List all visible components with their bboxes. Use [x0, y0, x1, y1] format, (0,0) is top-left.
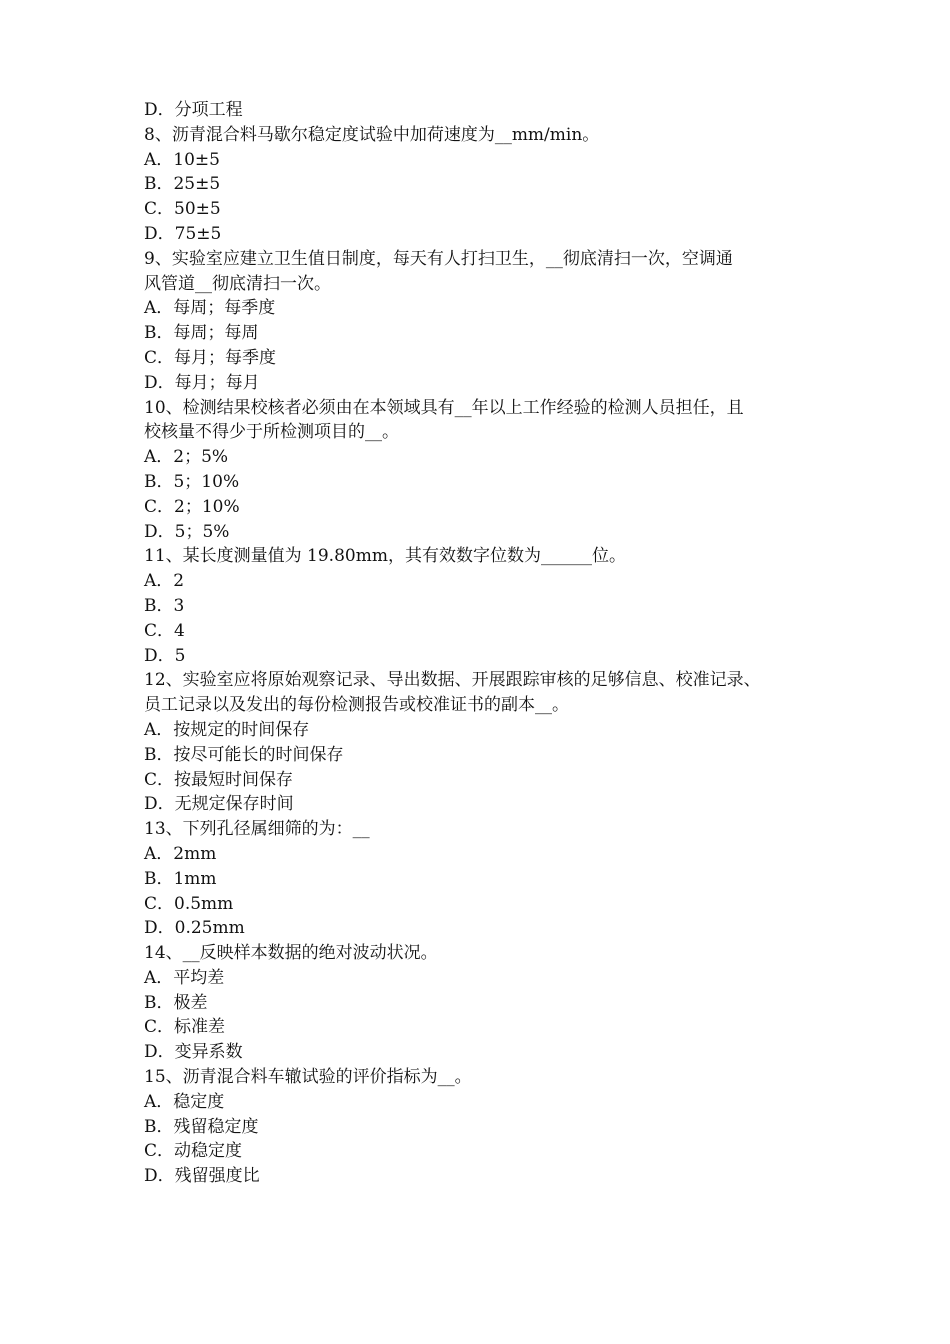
option-line: A．10±5: [144, 149, 220, 170]
option-line: C．4: [144, 620, 185, 641]
option-line: D．0.25mm: [144, 918, 245, 939]
option-line: C．2；10%: [144, 496, 240, 517]
question-line: 9、实验室应建立卫生值日制度，每天有人打扫卫生，__彻底清扫一次，空调通: [144, 248, 733, 269]
option-line: B．残留稳定度: [144, 1116, 259, 1137]
option-line: B．按尽可能长的时间保存: [144, 744, 344, 765]
question-line: 校核量不得少于所检测项目的__。: [144, 422, 399, 443]
option-line: B．3: [144, 595, 185, 616]
option-line: A．按规定的时间保存: [144, 719, 310, 740]
option-line: C．按最短时间保存: [144, 769, 294, 790]
question-line: 8、沥青混合料马歇尔稳定度试验中加荷速度为__mm/min。: [144, 124, 600, 145]
option-line: D．75±5: [144, 223, 222, 244]
question-line: 风管道__彻底清扫一次。: [144, 273, 331, 294]
option-line: D．残留强度比: [144, 1166, 260, 1187]
option-line: A．2: [144, 571, 185, 592]
option-line: D．无规定保存时间: [144, 794, 294, 815]
question-line: 11、某长度测量值为 19.80mm，其有效数字位数为______位。: [144, 546, 626, 567]
option-line: B．每周；每周: [144, 323, 259, 344]
question-line: 12、实验室应将原始观察记录、导出数据、开展跟踪审核的足够信息、校准记录、: [144, 670, 761, 691]
option-line: B．极差: [144, 992, 208, 1013]
option-line: D．每月；每月: [144, 372, 260, 393]
option-line: A．稳定度: [144, 1091, 225, 1112]
option-line: C．动稳定度: [144, 1141, 243, 1162]
option-line: C．50±5: [144, 199, 221, 220]
option-line: C．标准差: [144, 1017, 226, 1038]
option-line: C．0.5mm: [144, 893, 234, 914]
option-line: D．5: [144, 645, 186, 666]
question-line: 14、__反映样本数据的绝对波动状况。: [144, 943, 438, 964]
option-line: A．每周；每季度: [144, 298, 276, 319]
option-line: D．变异系数: [144, 1042, 243, 1063]
option-line: D．分项工程: [144, 100, 243, 120]
question-line: 15、沥青混合料车辙试验的评价指标为__。: [144, 1067, 472, 1088]
option-line: B．25±5: [144, 174, 221, 195]
option-line: A．2；5%: [144, 447, 229, 468]
option-line: B．1mm: [144, 868, 217, 889]
option-line: A．平均差: [144, 967, 225, 988]
question-line: 10、检测结果校核者必须由在本领域具有__年以上工作经验的检测人员担任，且: [144, 397, 744, 418]
question-line: 13、下列孔径属细筛的为：__: [144, 819, 370, 840]
question-line: 员工记录以及发出的每份检测报告或校准证书的副本__。: [144, 695, 569, 716]
document-body: [144, 98, 814, 1189]
option-line: B．5；10%: [144, 471, 240, 492]
option-line: C．每月；每季度: [144, 347, 277, 368]
option-line: A．2mm: [144, 843, 217, 864]
option-line: D．5；5%: [144, 521, 230, 542]
